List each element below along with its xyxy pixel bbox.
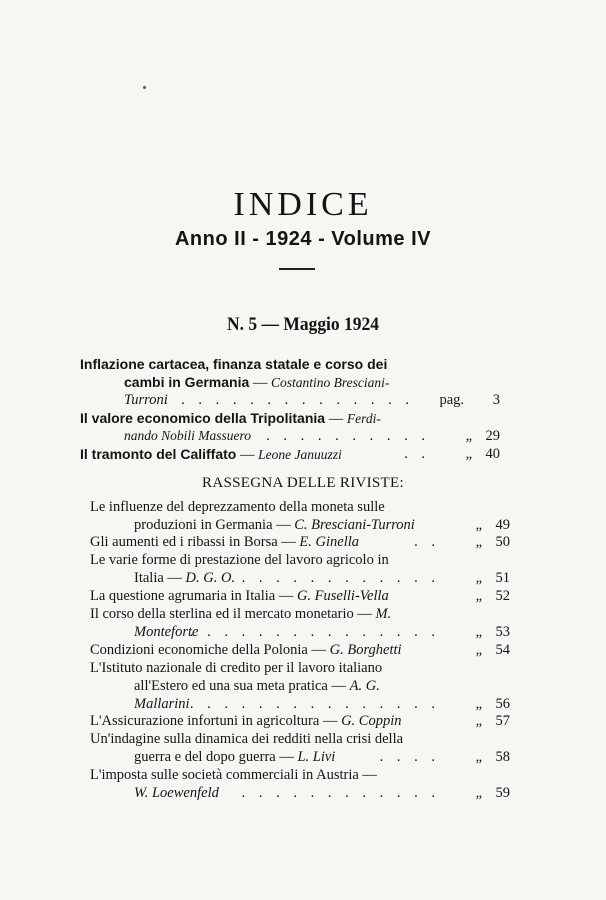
page-number: 50 (495, 534, 510, 550)
entry-title: cambi in Germania (124, 374, 250, 390)
leader-dots: . . . . . . . . . . . . (241, 785, 440, 801)
review-author: M. (375, 606, 392, 622)
review-title: L'Istituto nazionale di credito per il lavoro italiano (90, 660, 383, 676)
entry-author: Ferdi- (346, 411, 381, 426)
page-number: 29 (485, 428, 500, 444)
volume-subtitle: Anno II - 1924 - Volume IV (174, 228, 431, 250)
review-author: C. Bresciani-Turroni (294, 517, 415, 533)
ditto-mark: „ (475, 517, 482, 533)
ditto-mark: „ (475, 588, 482, 604)
page-number: 49 (495, 517, 510, 533)
ink-speck (143, 86, 146, 89)
ditto-mark: „ (465, 428, 472, 444)
page-number: 57 (495, 713, 510, 729)
review-title: Gli aumenti ed i ribassi in Borsa — (90, 534, 300, 550)
leader-dots: . . (404, 446, 430, 462)
review-title: guerra e del dopo guerra — (134, 749, 298, 765)
page-number: 58 (495, 749, 510, 765)
ditto-mark: „ (475, 534, 482, 550)
entry-author: Turroni (124, 392, 168, 408)
review-title: Le influenze del deprezzamento della moneta sulle (90, 499, 385, 515)
title-divider (279, 268, 315, 270)
leader-dots: . . . . (379, 749, 440, 765)
review-title: Italia — (134, 570, 186, 586)
ditto-mark: „ (475, 570, 482, 586)
ditto-mark: „ (475, 642, 482, 658)
review-author: D. G. O. (185, 570, 236, 586)
ditto-mark: „ (475, 696, 482, 712)
page-number: 59 (495, 785, 510, 801)
page-number: 56 (495, 696, 510, 712)
review-title: L'imposta sulle società commerciali in Austria — (90, 767, 377, 783)
review-author: Mallarini (134, 696, 190, 712)
leader-dots: . . . . . . . . . . . . . . . (163, 392, 414, 408)
review-author: G. Fuselli-Vella (296, 588, 389, 604)
page-number: 53 (495, 624, 510, 640)
review-author: G. Borghetti (329, 642, 402, 658)
entry-author: nando Nobili Massuero (124, 428, 252, 443)
entry-dash: — (325, 411, 347, 427)
entry-author: Leone Januuzzi (258, 447, 342, 462)
page-title: INDICE (233, 186, 373, 223)
review-author: A. G. (349, 678, 380, 694)
review-title: all'Estero ed una sua meta pratica — (134, 678, 350, 694)
review-title: Il corso della sterlina ed il mercato monetario — (90, 606, 376, 622)
page-number: 51 (495, 570, 510, 586)
review-title: produzioni in Germania — (134, 517, 295, 533)
leader-dots: . . . . . . . . . . (266, 428, 430, 444)
ditto-mark: „ (475, 624, 482, 640)
review-title: Le varie forme di prestazione del lavoro agricolo in (90, 552, 389, 568)
leader-dots: . . (414, 534, 440, 550)
ditto-mark: „ (475, 749, 482, 765)
ditto-mark: „ (475, 785, 482, 801)
section-heading: RASSEGNA DELLE RIVISTE: (202, 475, 404, 491)
page-number: 52 (495, 588, 510, 604)
review-author: E. Ginella (299, 534, 360, 550)
leader-dots: . . . . . . . . . . . . . . . (189, 624, 440, 640)
entry-dash: — (236, 447, 259, 463)
page-label: pag. (439, 392, 464, 408)
review-title: Un'indagine sulla dinamica dei redditi nella crisi della (90, 731, 404, 747)
review-title: L'Assicurazione infortuni in agricoltura — (90, 713, 342, 729)
review-author: W. Loewenfeld (134, 785, 219, 801)
review-author: L. Livi (297, 749, 336, 765)
entry-dash: — (249, 375, 272, 391)
leader-dots: . . . . . . . . . . . . (241, 570, 440, 586)
entry-title: Il valore economico della Tripolitania (80, 410, 326, 426)
review-title: La questione agrumaria in Italia — (90, 588, 297, 604)
entry-title: Il tramonto del Califfato (80, 446, 237, 462)
page-number: 40 (485, 446, 500, 462)
ditto-mark: „ (465, 446, 472, 462)
page-number: 54 (495, 642, 510, 658)
entry-title: Inflazione cartacea, finanza statale e corso dei (80, 356, 388, 372)
review-author: G. Coppin (341, 713, 402, 729)
issue-heading: N. 5 — Maggio 1924 (227, 314, 379, 335)
ditto-mark: „ (475, 713, 482, 729)
leader-dots: . . . . . . . . . . . . . . . (189, 696, 440, 712)
review-author: Monteforte (134, 624, 199, 640)
review-title: Condizioni economiche della Polonia — (90, 642, 330, 658)
entry-author: Costantino Bresciani- (271, 375, 390, 390)
page-number: 3 (492, 392, 500, 408)
